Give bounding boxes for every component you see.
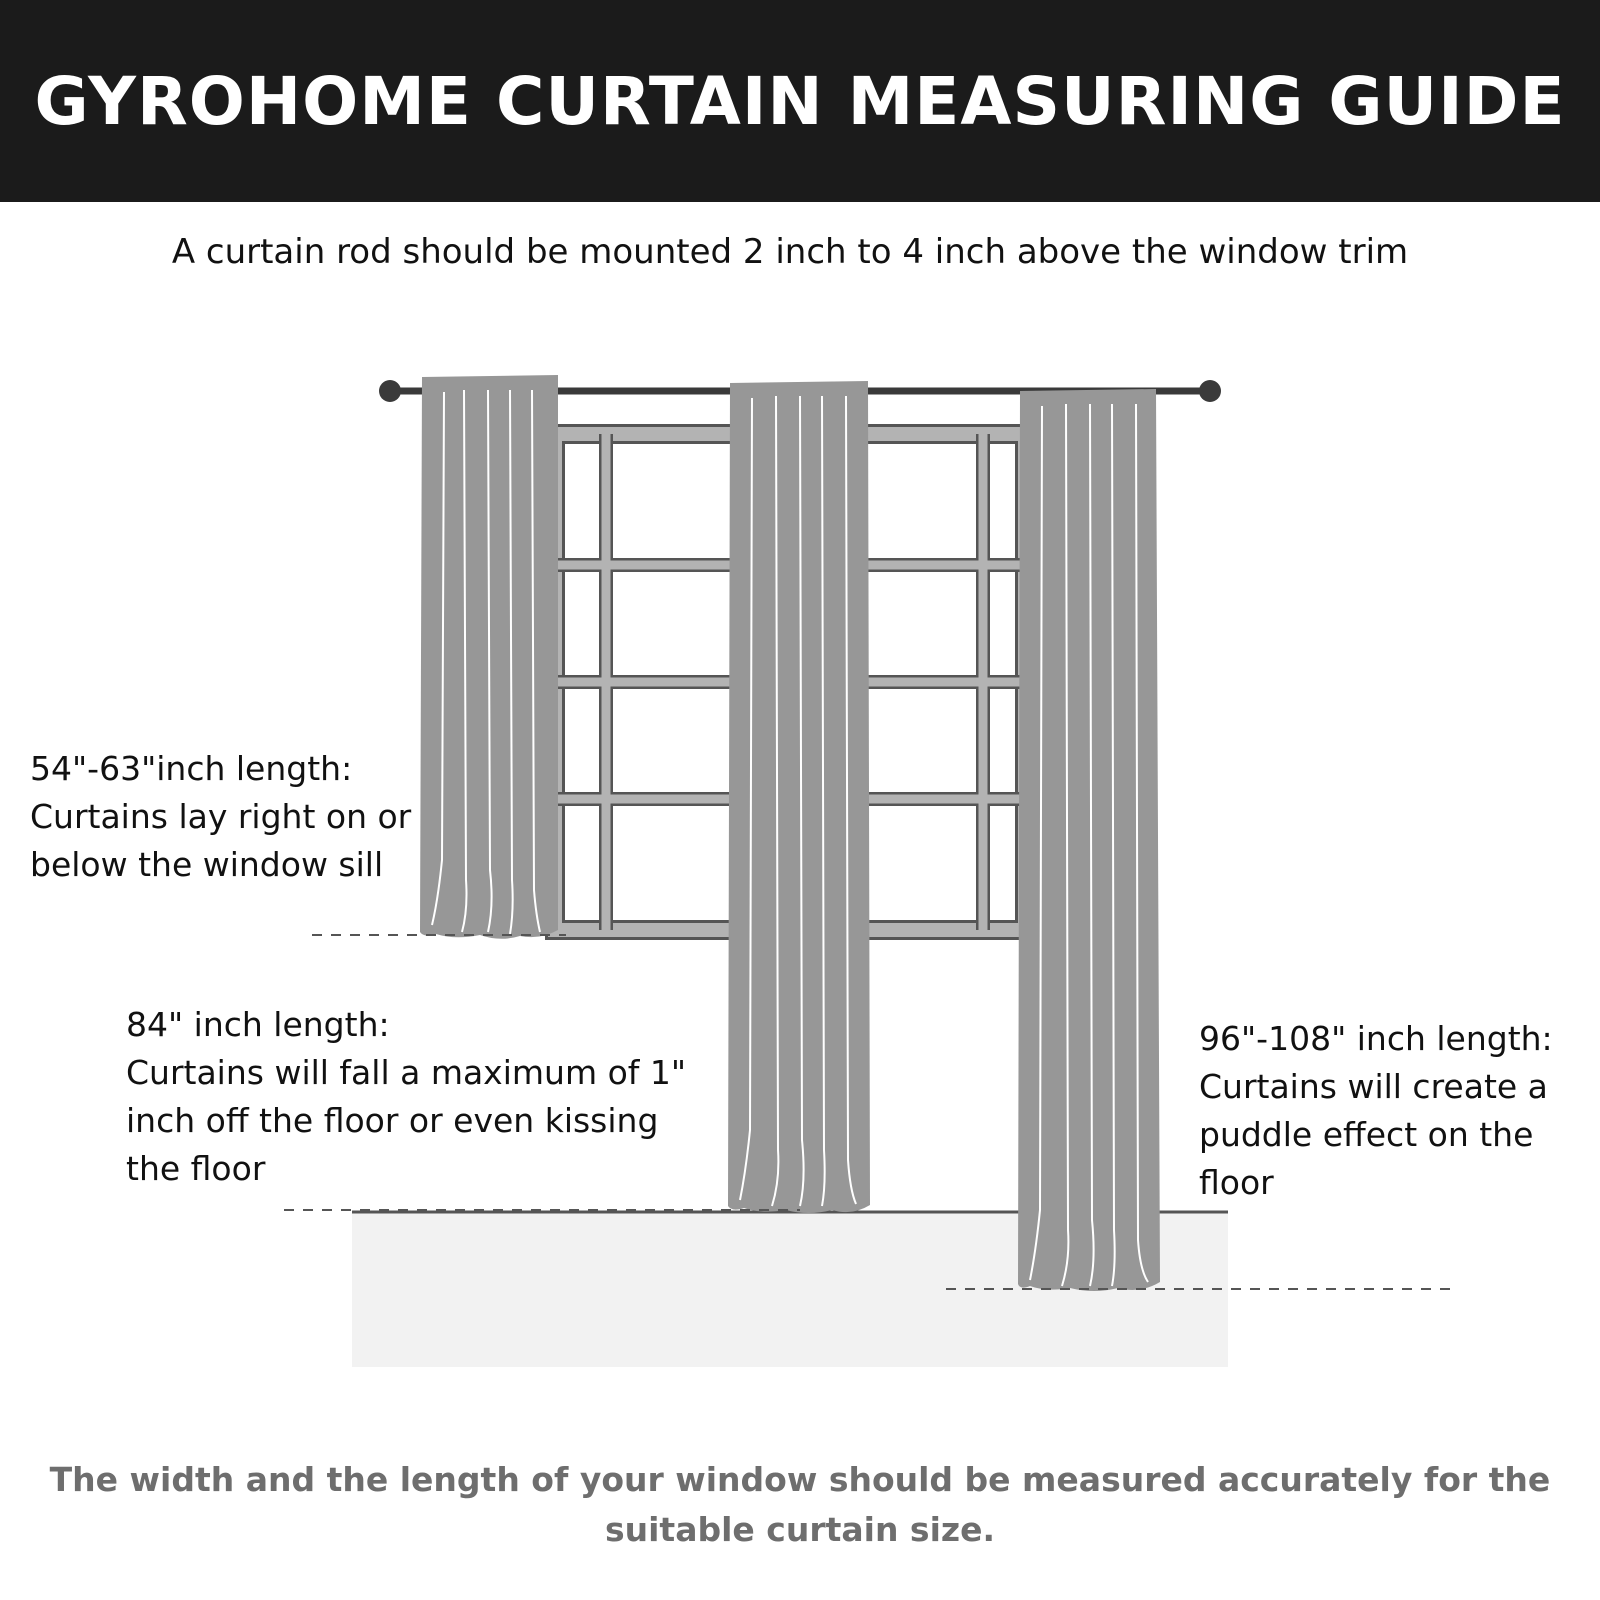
sill-length-note (30, 745, 411, 889)
puddle-length-line: Curtains will create a (1199, 1067, 1548, 1106)
floor-length-line: inch off the floor or even kissing (126, 1101, 659, 1140)
puddle-length-line: floor (1199, 1163, 1274, 1202)
puddle-length-heading: 96"-108" inch length: (1199, 1019, 1553, 1058)
measuring-footer-note (0, 1455, 1600, 1555)
floor-length-line: Curtains will fall a maximum of 1" (126, 1053, 687, 1092)
footer-line: suitable curtain size. (604, 1510, 996, 1549)
floor-length-heading: 84" inch length: (126, 1005, 390, 1044)
floor-length-line: the floor (126, 1149, 266, 1188)
puddle-length-line: puddle effect on the (1199, 1115, 1534, 1154)
curtain-sill-length (420, 375, 558, 939)
sill-length-heading: 54"-63"inch length: (30, 749, 353, 788)
sill-length-line: Curtains lay right on or (30, 797, 412, 836)
footer-line: The width and the length of your window should be measured accurately for the (49, 1460, 1551, 1499)
rod-mounting-tip: A curtain rod should be mounted 2 inch to 4 inch above the window trim (171, 232, 1409, 272)
page-title: GYROHOME CURTAIN MEASURING GUIDE (34, 62, 1566, 140)
floor-length-note (126, 1001, 686, 1193)
curtain-puddle-length (1018, 389, 1160, 1291)
sill-length-line: below the window sill (30, 845, 384, 884)
curtain-floor-length (728, 381, 870, 1213)
puddle-length-note (1199, 1015, 1553, 1207)
